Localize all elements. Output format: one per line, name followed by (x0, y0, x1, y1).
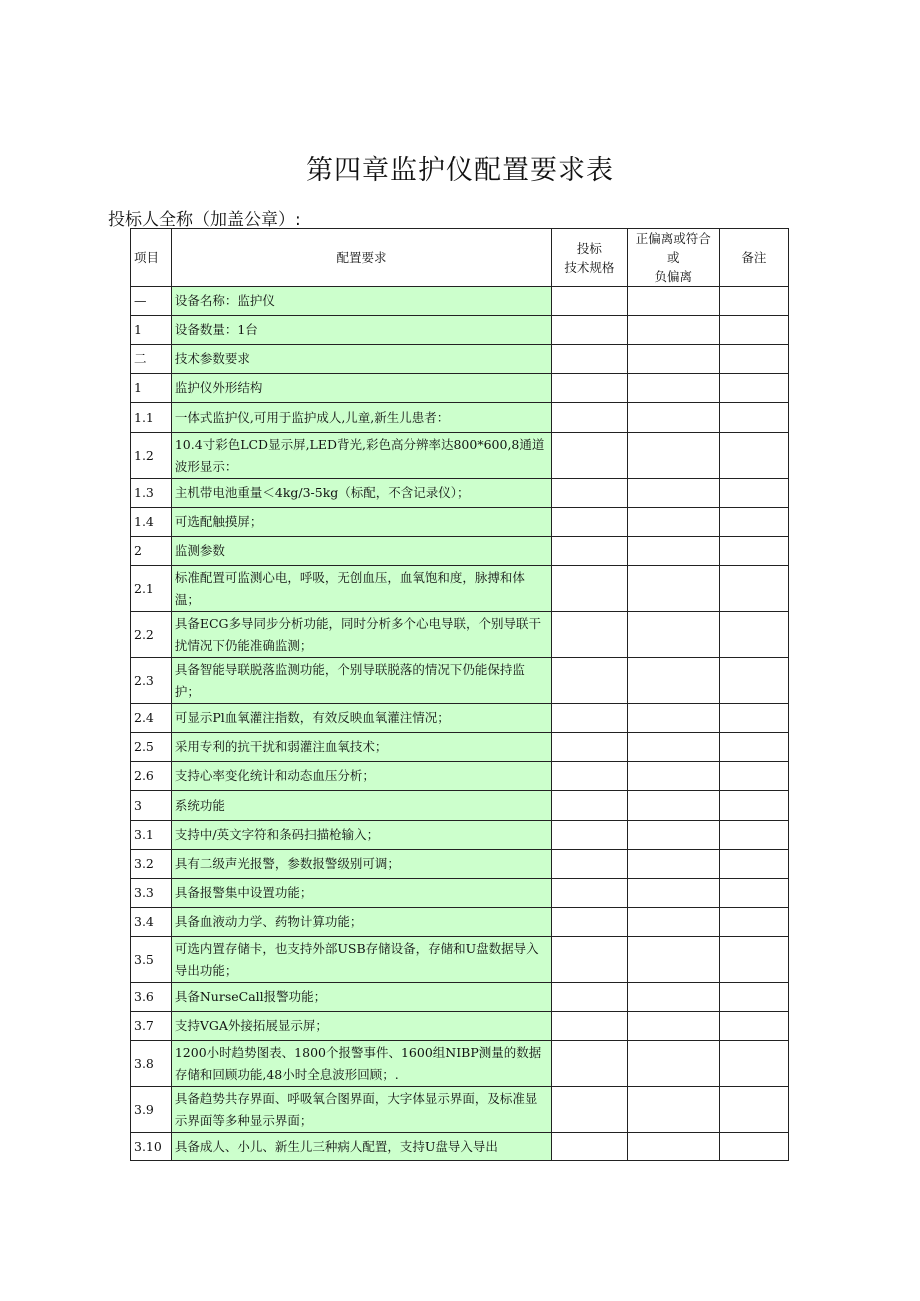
row-requirement: 具备趋势共存界面、呼吸氧合图界面，大字体显示界面，及标准显示界面等多种显示界面； (171, 1087, 551, 1133)
row-spec-cell[interactable] (552, 879, 627, 908)
table-body (131, 287, 789, 1161)
row-note-cell[interactable] (719, 879, 788, 908)
row-item-number: 1.3 (131, 479, 172, 508)
table-row (131, 983, 789, 1012)
table-row (131, 316, 789, 345)
table-row (131, 566, 789, 612)
requirements-table (130, 228, 789, 1161)
row-spec-cell[interactable] (552, 733, 627, 762)
row-requirement: 支持中/英文字符和条码扫描枪输入； (171, 821, 551, 850)
row-item-number: 1 (131, 374, 172, 403)
row-note-cell[interactable] (719, 1087, 788, 1133)
row-deviation-cell[interactable] (627, 479, 719, 508)
row-requirement: 技术参数要求 (171, 345, 551, 374)
row-spec-cell[interactable] (552, 537, 627, 566)
row-requirement: 监护仪外形结构 (171, 374, 551, 403)
row-deviation-cell[interactable] (627, 1012, 719, 1041)
row-requirement: 主机带电池重量＜4kg/3-5kg（标配，不含记录仪）； (171, 479, 551, 508)
header-requirement (171, 229, 551, 287)
row-item-number: 3.5 (131, 937, 172, 983)
header-deviation (627, 229, 719, 287)
row-spec-cell[interactable] (552, 1041, 627, 1087)
row-requirement: 10.4寸彩色LCD显示屏,LED背光,彩色高分辨率达800*600,8通道波形显示： (171, 433, 551, 479)
row-note-cell[interactable] (719, 658, 788, 704)
row-spec-cell[interactable] (552, 937, 627, 983)
row-spec-cell[interactable] (552, 566, 627, 612)
row-item-number: 1 (131, 316, 172, 345)
row-spec-cell[interactable] (552, 704, 627, 733)
row-requirement: 标准配置可监测心电，呼吸，无创血压，血氧饱和度，脉搏和体温； (171, 566, 551, 612)
table-row (131, 612, 789, 658)
row-requirement: 设备数量：1台 (171, 316, 551, 345)
row-deviation-cell[interactable] (627, 612, 719, 658)
table-row (131, 374, 789, 403)
row-requirement: 具备血液动力学、药物计算功能； (171, 908, 551, 937)
row-deviation-cell[interactable] (627, 937, 719, 983)
row-requirement: 具备智能导联脱落监测功能，个别导联脱落的情况下仍能保持监护； (171, 658, 551, 704)
table-row (131, 762, 789, 791)
row-note-cell[interactable] (719, 821, 788, 850)
header-item-label: 项目 (134, 250, 160, 265)
row-requirement: 采用专利的抗干扰和弱灌注血氧技术； (171, 733, 551, 762)
row-spec-cell[interactable] (552, 345, 627, 374)
row-deviation-cell[interactable] (627, 345, 719, 374)
row-note-cell[interactable] (719, 937, 788, 983)
row-spec-cell[interactable] (552, 983, 627, 1012)
table-row (131, 791, 789, 821)
row-deviation-cell[interactable] (627, 733, 719, 762)
row-requirement: 可显示Pl血氧灌注指数，有效反映血氧灌注情况； (171, 704, 551, 733)
row-deviation-cell[interactable] (627, 850, 719, 879)
row-note-cell[interactable] (719, 345, 788, 374)
table-row (131, 345, 789, 374)
table-row (131, 537, 789, 566)
row-note-cell[interactable] (719, 983, 788, 1012)
table-row (131, 1133, 789, 1161)
row-spec-cell[interactable] (552, 762, 627, 791)
row-note-cell[interactable] (719, 316, 788, 345)
row-deviation-cell[interactable] (627, 316, 719, 345)
header-spec-line1: 投标 (576, 240, 602, 256)
header-deviation-line2: 负偏离 (654, 269, 692, 284)
row-requirement: 具备成人、小儿、新生儿三种病人配置，支持U盘导入导出 (171, 1133, 551, 1161)
table-row (131, 1087, 789, 1133)
table-row (131, 479, 789, 508)
row-item-number: 2.4 (131, 704, 172, 733)
row-spec-cell[interactable] (552, 1012, 627, 1041)
table-row (131, 850, 789, 879)
row-item-number: 3 (131, 791, 172, 821)
table-row (131, 658, 789, 704)
row-spec-cell[interactable] (552, 287, 627, 316)
table-row (131, 287, 789, 316)
row-spec-cell[interactable] (552, 374, 627, 403)
row-item-number: 3.8 (131, 1041, 172, 1087)
row-note-cell[interactable] (719, 479, 788, 508)
row-item-number: 3.10 (131, 1133, 172, 1161)
row-note-cell[interactable] (719, 537, 788, 566)
row-item-number: 1.1 (131, 403, 172, 433)
row-spec-cell[interactable] (552, 403, 627, 433)
row-note-cell[interactable] (719, 850, 788, 879)
row-item-number: 2.3 (131, 658, 172, 704)
row-note-cell[interactable] (719, 403, 788, 433)
row-requirement: 1200小时趋势图表、1800个报警事件、1600组NIBP测量的数据存储和回顾功能,48小时全息波形回顾；. (171, 1041, 551, 1087)
header-note-label: 备注 (741, 250, 767, 265)
header-deviation-line1: 正偏离或符合或 (635, 231, 711, 265)
row-deviation-cell[interactable] (627, 791, 719, 821)
row-item-number: 3.1 (131, 821, 172, 850)
row-deviation-cell[interactable] (627, 983, 719, 1012)
row-note-cell[interactable] (719, 1012, 788, 1041)
row-item-number: 3.4 (131, 908, 172, 937)
row-requirement: 支持VGA外接拓展显示屏； (171, 1012, 551, 1041)
row-requirement: 具备ECG多导同步分析功能，同时分析多个心电导联，个别导联干扰情况下仍能准确监测； (171, 612, 551, 658)
row-item-number: — (131, 287, 172, 316)
row-deviation-cell[interactable] (627, 704, 719, 733)
row-item-number: 3.9 (131, 1087, 172, 1133)
table-row (131, 508, 789, 537)
header-note (719, 229, 788, 287)
row-requirement: 支持心率变化统计和动态血压分析； (171, 762, 551, 791)
row-note-cell[interactable] (719, 704, 788, 733)
row-note-cell[interactable] (719, 908, 788, 937)
row-spec-cell[interactable] (552, 1087, 627, 1133)
row-note-cell[interactable] (719, 566, 788, 612)
table-row (131, 704, 789, 733)
row-item-number: 2.1 (131, 566, 172, 612)
row-item-number: 3.7 (131, 1012, 172, 1041)
table-row (131, 821, 789, 850)
row-deviation-cell[interactable] (627, 1087, 719, 1133)
table-row (131, 403, 789, 433)
row-deviation-cell[interactable] (627, 508, 719, 537)
page-title: 第四章监护仪配置要求表 (306, 155, 614, 186)
row-note-cell[interactable] (719, 791, 788, 821)
row-requirement: 可选内置存储卡，也支持外部USB存储设备，存储和U盘数据导入导出功能； (171, 937, 551, 983)
row-requirement: 设备名称：监护仪 (171, 287, 551, 316)
row-note-cell[interactable] (719, 733, 788, 762)
row-deviation-cell[interactable] (627, 762, 719, 791)
header-requirement-label: 配置要求 (336, 250, 387, 265)
table-header-row (131, 229, 789, 287)
row-spec-cell[interactable] (552, 791, 627, 821)
row-spec-cell[interactable] (552, 508, 627, 537)
header-spec-line2: 技术规格 (564, 259, 615, 275)
row-spec-cell[interactable] (552, 821, 627, 850)
row-item-number: 2.6 (131, 762, 172, 791)
table-row (131, 433, 789, 479)
row-requirement: 具有二级声光报警，参数报警级别可调； (171, 850, 551, 879)
row-spec-cell[interactable] (552, 433, 627, 479)
row-spec-cell[interactable] (552, 1133, 627, 1161)
row-deviation-cell[interactable] (627, 821, 719, 850)
header-item (131, 229, 172, 287)
header-spec (552, 229, 627, 287)
row-item-number: 2.2 (131, 612, 172, 658)
row-item-number: 1.2 (131, 433, 172, 479)
row-deviation-cell[interactable] (627, 537, 719, 566)
row-item-number: 3.6 (131, 983, 172, 1012)
row-deviation-cell[interactable] (627, 374, 719, 403)
row-spec-cell[interactable] (552, 658, 627, 704)
row-deviation-cell[interactable] (627, 658, 719, 704)
bidder-name-label: 投标人全称（加盖公章）: (108, 210, 301, 230)
row-item-number: 1.4 (131, 508, 172, 537)
row-requirement: 可选配触摸屏； (171, 508, 551, 537)
row-deviation-cell[interactable] (627, 908, 719, 937)
row-requirement: 一体式监护仪,可用于监护成人,儿童,新生儿患者： (171, 403, 551, 433)
row-note-cell[interactable] (719, 1041, 788, 1087)
row-item-number: 2.5 (131, 733, 172, 762)
row-spec-cell[interactable] (552, 908, 627, 937)
row-note-cell[interactable] (719, 508, 788, 537)
row-requirement: 监测参数 (171, 537, 551, 566)
row-item-number: 3.2 (131, 850, 172, 879)
row-item-number: 3.3 (131, 879, 172, 908)
row-note-cell[interactable] (719, 374, 788, 403)
row-item-number: 二 (131, 345, 172, 374)
row-requirement: 系统功能 (171, 791, 551, 821)
row-deviation-cell[interactable] (627, 287, 719, 316)
row-spec-cell[interactable] (552, 612, 627, 658)
row-item-number: 2 (131, 537, 172, 566)
table-row (131, 879, 789, 908)
table-row (131, 908, 789, 937)
row-deviation-cell[interactable] (627, 403, 719, 433)
row-note-cell[interactable] (719, 762, 788, 791)
row-deviation-cell[interactable] (627, 879, 719, 908)
row-deviation-cell[interactable] (627, 433, 719, 479)
row-deviation-cell[interactable] (627, 1041, 719, 1087)
row-spec-cell[interactable] (552, 850, 627, 879)
table-row (131, 1012, 789, 1041)
row-deviation-cell[interactable] (627, 566, 719, 612)
row-note-cell[interactable] (719, 1133, 788, 1161)
table-row (131, 937, 789, 983)
row-note-cell[interactable] (719, 287, 788, 316)
row-spec-cell[interactable] (552, 479, 627, 508)
row-note-cell[interactable] (719, 612, 788, 658)
table-row (131, 733, 789, 762)
row-spec-cell[interactable] (552, 316, 627, 345)
row-note-cell[interactable] (719, 433, 788, 479)
row-requirement: 具备NurseCall报警功能； (171, 983, 551, 1012)
row-requirement: 具备报警集中设置功能； (171, 879, 551, 908)
table-row (131, 1041, 789, 1087)
row-deviation-cell[interactable] (627, 1133, 719, 1161)
